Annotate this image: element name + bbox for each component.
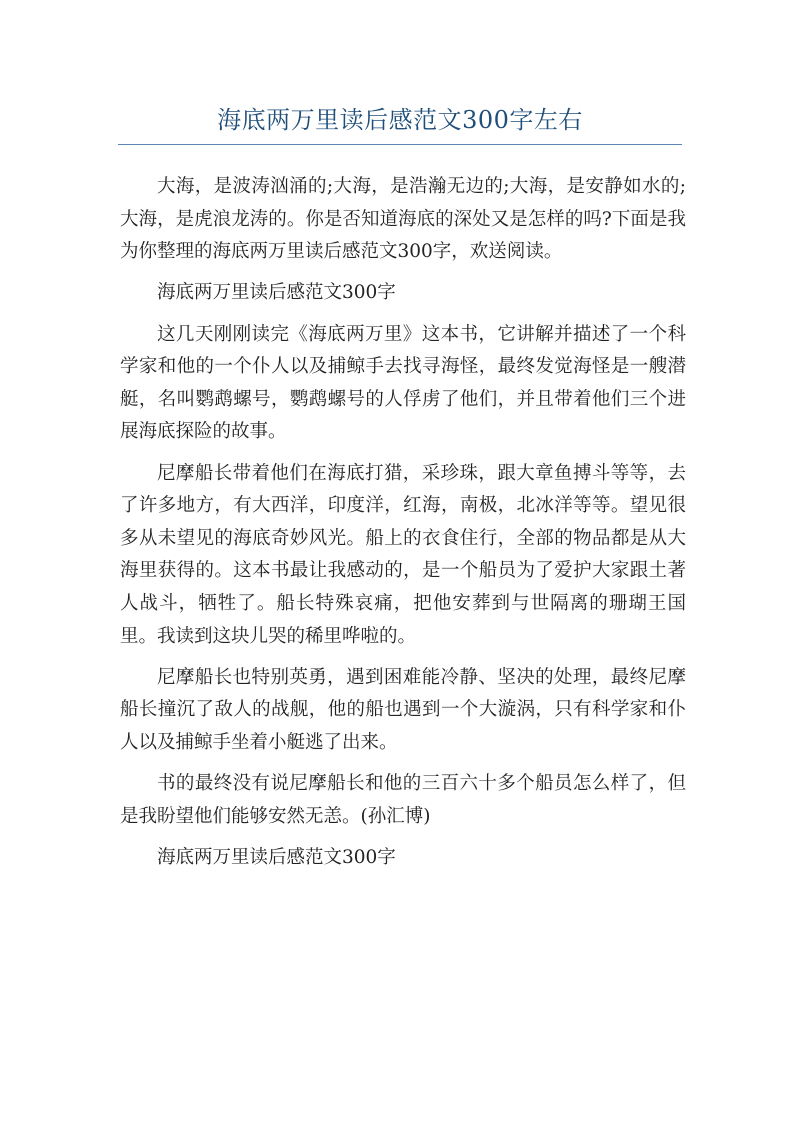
title-divider [118,144,682,145]
document-body [120,171,686,883]
body-paragraph: 尼摩船长带着他们在海底打猎，采珍珠，跟大章鱼搏斗等等，去了许多地方，有大西洋，印度洋，红海，南极，北冰洋等等。望见很多从未望见的海底奇妙风光。船上的衣食住行，全部的物品都是从大海里获得的。这本书最让我感动的，是一个船员为了爱护大家跟土著人战斗，牺牲了。船长特殊哀痛，把他安葬到与世隔离的珊瑚王国里。我读到这块儿哭的稀里哗啦的。 [120,462,686,647]
section-heading: 海底两万里读后感范文300字 [157,282,396,304]
page-title: 海底两万里读后感范文300字左右 [217,106,583,134]
body-paragraph: 尼摩船长也特别英勇，遇到困难能冷静、坚决的处理，最终尼摩船长撞沉了敌人的战舰，他的船也遇到一个大漩涡，只有科学家和仆人以及捕鲸手坐着小艇逃了出来。 [120,666,686,753]
body-paragraph: 这几天刚刚读完《海底两万里》这本书，它讲解并描述了一个科学家和他的一个仆人以及捕鲸手去找寻海怪，最终发觉海怪是一艘潜艇，名叫鹦鹉螺号，鹦鹉螺号的人俘虏了他们，并且带着他们三个进展海底探险的故事。 [120,323,686,443]
section-heading: 海底两万里读后感范文300字 [157,846,396,868]
body-paragraph: 书的最终没有说尼摩船长和他的三百六十多个船员怎么样了，但是我盼望他们能够安然无恙。(孙汇博) [120,773,686,827]
intro-paragraph: 大海，是波涛汹涌的;大海，是浩瀚无边的;大海，是安静如水的;大海，是虎浪龙涛的。你是否知道海底的深处又是怎样的吗?下面是我为你整理的海底两万里读后感范文300字，欢送阅读。 [120,176,686,263]
